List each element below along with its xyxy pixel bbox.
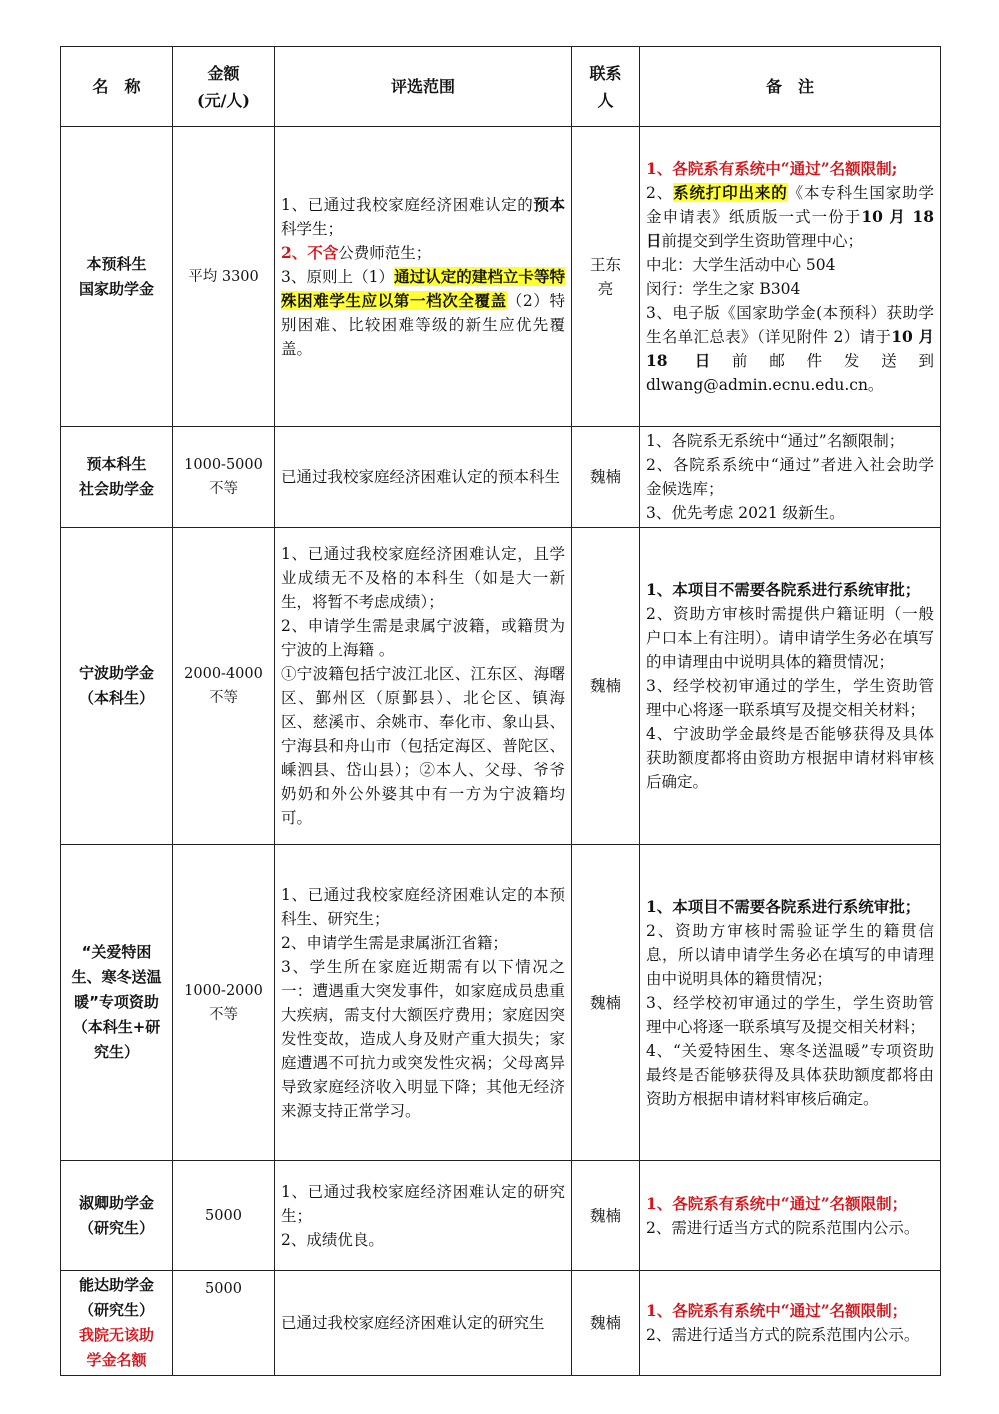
note-text: 前邮件发送到 dlwang@admin.ecnu.edu.cn。 [646,351,934,394]
scope-text: 已通过我校家庭经济困难认定的研究生 [281,1314,545,1332]
scope-text: 2、申请学生需是隶属浙江省籍； [281,933,508,952]
note-text: 2、需进行适当方式的院系范围内公示。 [646,1218,920,1237]
contact-line: 王东 [589,255,621,274]
cell-amount [173,1161,275,1271]
table-row [61,528,941,845]
cell-name [61,845,173,1161]
cell-amount [173,845,275,1161]
scope-text: 通过认定的建档立卡等特殊困难学生应以第一档次全覆盖 [281,266,565,310]
cell-note [640,845,941,1161]
note-text: 1、本项目不需要各院系进行系统审批； [646,896,921,916]
note-text: 3、经学校初审通过的学生，学生资助管理中心将逐一联系填写及提交相关材料； [646,677,934,719]
cell-contact [572,1161,640,1271]
note-text: 1、本项目不需要各院系进行系统审批； [646,580,921,599]
name-line: （研究生） [78,1301,154,1319]
scope-text: 公费师范生； [338,243,432,262]
amount-line: 1000-5000 [184,457,263,473]
note-text: 2、各院系系统中“通过”者进入社会助学金候选库； [646,456,934,498]
cell-scope [275,1161,572,1271]
cell-scope [275,127,572,427]
cell-name [61,127,173,427]
name-line: 国家助学金 [78,279,154,298]
cell-contact [572,127,640,427]
contact-line: 魏楠 [589,1314,621,1332]
scope-text: 1、已通过我校家庭经济困难认定的研究生； [281,1182,565,1225]
header-name: 名 称 [61,47,173,127]
header-amount-line2: (元/人) [197,90,250,110]
name-line: 预本科生 [86,455,147,473]
cell-contact [572,1271,640,1376]
cell-amount [173,1271,275,1376]
note-text: 闵行：学生之家 B304 [646,279,801,298]
cell-note [640,1161,941,1271]
note-text: 系统打印出来的 [673,182,788,202]
cell-contact [572,528,640,845]
note-text: 2、资助方审核时需提供户籍证明（一般户口本上有注明）。请申请学生务必在填写的申请理由中说明具体的籍贯情况； [646,605,934,671]
header-amount [173,47,275,127]
cell-scope [275,845,572,1161]
cell-name [61,427,173,528]
name-red-line: 我院无该助 [78,1326,154,1344]
scope-text: 1、已通过我校家庭经济困难认定的本预科生、研究生； [281,885,565,928]
scope-text: 2、申请学生需是隶属宁波籍，或籍贯为宁波的上海籍 。 [281,617,565,659]
contact-line: 魏楠 [589,1206,621,1225]
note-text: 10 月 18 日 [646,206,934,250]
note-text: 1、各院系有系统中“通过”名额限制； [646,1301,908,1320]
amount-line: 不等 [209,1006,238,1023]
header-contact-line2: 人 [597,90,614,110]
header-note: 备 注 [640,47,941,127]
header-amount-line1: 金额 [207,63,240,83]
name-line: 宁波助学金 [78,664,154,682]
cell-name [61,1271,173,1376]
scope-text: 科学生； [281,219,344,238]
note-text: 3、经学校初审通过的学生，学生资助管理中心将逐一联系填写及提交相关材料； [646,993,934,1036]
contact-line: 魏楠 [589,993,621,1012]
table-row [61,845,941,1161]
amount-line: 不等 [209,481,238,497]
header-contact-line1: 联系 [589,63,622,83]
cell-scope [275,427,572,528]
header-contact [572,47,640,127]
cell-scope [275,1271,572,1376]
note-text: 《本专科生国家助学金申请表》纸质版一式一份于 [646,183,934,226]
amount-line: 5000 [205,1281,242,1297]
name-line: 能达助学金 [78,1276,154,1294]
note-text: 2、资助方审核时需验证学生的籍贯信息，所以请申请学生务必在填写的申请理由中说明具体的籍贯情况； [646,921,934,988]
note-text: 2、需进行适当方式的院系范围内公示。 [646,1326,920,1344]
note-text: 2、 [646,183,674,202]
contact-line: 魏楠 [589,468,621,486]
amount-line: 平均 3300 [188,268,259,285]
cell-contact [572,845,640,1161]
cell-amount [173,127,275,427]
amount-line: 1000-2000 [184,982,263,999]
subsidy-table [60,46,941,1376]
cell-amount [173,427,275,528]
contact-line: 魏楠 [589,677,621,695]
note-text: 4、“关爱特困生、寒冬送温暖”专项资助最终是否能够获得及具体获助额度都将由资助方根据申请材料审核后确定。 [646,1041,934,1108]
note-text: 3、电子版《国家助学金(本预科）获助学生名单汇总表》（详见附件 2）请于 [646,303,934,346]
cell-name [61,1161,173,1271]
name-line: “关爱特困生、寒冬送温暖”专项资助（本科生+研究生） [71,943,162,1061]
cell-note [640,127,941,427]
note-text: 前提交到学生资助管理中心； [661,231,864,250]
scope-text: （2）特别困难、比较困难等级的新生应优先覆盖。 [281,291,565,358]
name-line: 社会助学金 [78,480,154,498]
amount-line: 5000 [205,1207,242,1224]
cell-contact [572,427,640,528]
scope-text: 1、已通过我校家庭经济困难认定，且学业成绩无不及格的本科生（如是大一新生，将暂不考虑成绩）； [281,545,565,611]
name-red-line: 学金名额 [86,1351,147,1369]
cell-amount [173,528,275,845]
note-text: 10 月 18 日 [646,326,935,370]
name-line: 本预科生 [86,254,147,273]
note-text: 中北：大学生活动中心 504 [646,255,836,274]
name-line: （本科生） [78,689,154,707]
scope-text: 2、成绩优良。 [281,1230,384,1249]
contact-line: 亮 [597,279,614,298]
table-row [61,1161,941,1271]
note-text: 1、各院系有系统中“通过”名额限制; [646,158,898,178]
table-row [61,1271,941,1376]
cell-note [640,427,941,528]
cell-scope [275,528,572,845]
note-text: 3、优先考虑 2021 级新生。 [646,504,845,522]
scope-text: 3、学生所在家庭近期需有以下情况之一：遭遇重大突发事件，如家庭成员患重大疾病，需支付大额医疗费用；家庭因突发性变故，造成人身及财产重大损失；家庭遭遇不可抗力或突发性灾祸；父母离异导致家庭经济收入明显下降；其他无经济来源支持正常学习。 [281,957,565,1120]
amount-line: 2000-4000 [184,666,263,682]
table-row [61,427,941,528]
scope-text: ①宁波籍包括宁波江北区、江东区、海曙区、鄞州区（原鄞县）、北仑区、镇海区、慈溪市、余姚市、奉化市、象山县、宁海县和舟山市（包括定海区、普陀区、嵊泗县、岱山县）；②本人、父母、爷爷奶奶和外公外婆其中有一方为宁波籍均可。 [281,665,565,827]
scope-text: 1、已通过我校家庭经济困难认定的 [281,195,534,214]
note-text: 1、各院系有系统中“通过”名额限制； [646,1193,908,1213]
header-scope: 评选范围 [275,47,572,127]
name-line: 淑卿助学金 [78,1193,154,1212]
table-row [61,127,941,427]
cell-note [640,1271,941,1376]
scope-text: 预本 [533,194,565,214]
scope-text: 已通过我校家庭经济困难认定的预本科生 [281,468,561,486]
cell-name [61,528,173,845]
cell-note [640,528,941,845]
scope-text: 3、原则上（1） [281,267,395,286]
note-text: 1、各院系无系统中“通过”名额限制； [646,432,905,450]
scope-text: 2、不含 [281,242,339,262]
amount-line: 不等 [209,690,238,706]
note-text: 4、宁波助学金最终是否能够获得及具体获助额度都将由资助方根据申请材料审核后确定。 [646,725,934,791]
table-body [61,127,941,1376]
name-line: （研究生） [78,1218,154,1237]
